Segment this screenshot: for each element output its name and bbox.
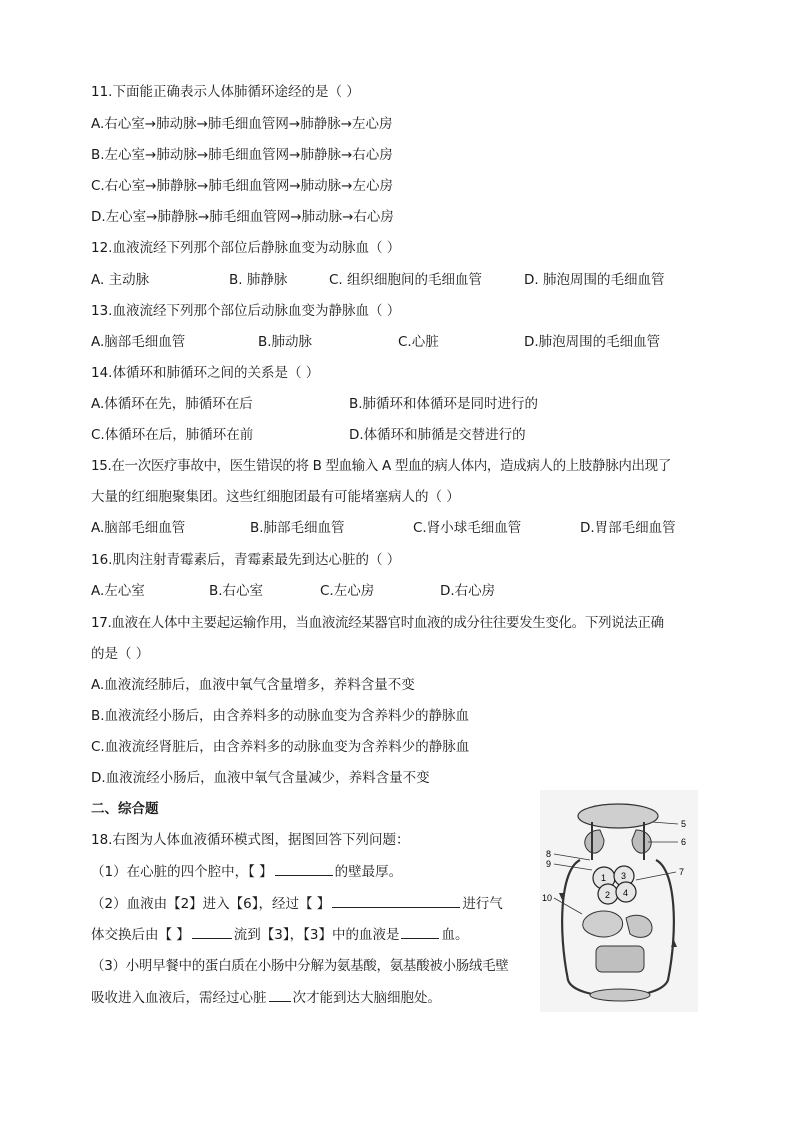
- q18-part3-prefix: 吸收进入血液后，需经过心脏: [91, 990, 267, 1006]
- q12-option-a: A. 主动脉: [91, 272, 150, 288]
- q14-option-c: C.体循环在后，肺循环在前: [91, 427, 254, 443]
- q17-option-b: B.血液流经小肠后，由含养料多的动脉血变为含养料少的静脉血: [91, 708, 470, 724]
- q18-part2-mid: 进行气: [462, 896, 503, 912]
- q12-option-b: B. 肺静脉: [229, 272, 288, 288]
- q18-part1: [91, 861, 402, 882]
- q15-option-b: B.肺部毛细血管: [250, 520, 345, 536]
- q16-stem: 16.肌肉注射青霉素后，青霉素最先到达心脏的（ ）: [91, 552, 401, 568]
- q15-option-a: A.脑部毛细血管: [91, 520, 186, 536]
- q11-stem: 11.下面能正确表示人体肺循环途经的是（ ）: [91, 84, 360, 100]
- lower-body-capillaries: [590, 989, 650, 1001]
- q18-part2-line1: [91, 893, 503, 914]
- q12-option-d: D. 肺泡周围的毛细血管: [524, 272, 665, 288]
- q15-option-d: D.胃部毛细血管: [580, 520, 676, 536]
- q18-stem: 18.右图为人体血液循环模式图，据图回答下列问题：: [91, 832, 410, 848]
- stomach-region: [626, 915, 652, 937]
- q18-part2-blank-1[interactable]: [332, 893, 460, 908]
- q11-option-a: A.右心室→肺动脉→肺毛细血管网→肺静脉→左心房: [91, 116, 393, 132]
- q18-part1-suffix: 的壁最厚。: [334, 864, 403, 880]
- q16-option-d: D.右心房: [440, 583, 496, 599]
- q18-part3-suffix: 次才能到达大脑细胞处。: [292, 990, 441, 1006]
- q18-part2-line2-prefix: 体交换后由【 】: [91, 927, 190, 943]
- q13-option-c: C.心脏: [398, 334, 439, 350]
- label-2: 2: [605, 890, 611, 900]
- q14-option-a: A.体循环在先，肺循环在后: [91, 396, 253, 412]
- q14-stem: 14.体循环和肺循环之间的关系是（ ）: [91, 365, 320, 381]
- label-9: 9: [546, 859, 552, 869]
- label-6: 6: [681, 837, 687, 847]
- q17-option-d: D.血液流经小肠后，血液中氧气含量减少，养料含量不变: [91, 770, 430, 786]
- blood-circulation-diagram: [540, 790, 698, 1012]
- label-10: 10: [542, 893, 553, 903]
- q13-option-b: B.肺动脉: [258, 334, 313, 350]
- q11-option-d: D.左心室→肺静脉→肺毛细血管网→肺动脉→右心房: [91, 209, 394, 225]
- q18-part2-prefix: （2）血液由【2】进入【6】，经过【 】: [91, 896, 331, 912]
- q16-option-a: A.左心室: [91, 583, 145, 599]
- q16-option-c: C.左心房: [320, 583, 375, 599]
- q14-option-b: B.肺循环和体循环是同时进行的: [349, 396, 539, 412]
- label-5: 5: [681, 819, 687, 829]
- q18-part2-blank-2[interactable]: [192, 924, 232, 939]
- lung-capillary-network: [578, 804, 658, 828]
- q14-option-d: D.体循环和肺循是交替进行的: [349, 427, 526, 443]
- q15-stem-line2: 大量的红细胞聚集团。这些红细胞团最有可能堵塞病人的（ ）: [91, 489, 460, 505]
- q12-option-c: C. 组织细胞间的毛细血管: [329, 272, 483, 288]
- intestine-region: [596, 946, 644, 972]
- label-3: 3: [621, 871, 627, 881]
- q18-part3-line2: [91, 987, 441, 1008]
- q15-stem-line1: 15.在一次医疗事故中，医生错误的将 B 型血输入 A 型血的病人体内，造成病人的上肢静脉内出现了: [91, 458, 671, 474]
- q16-option-b: B.右心室: [209, 583, 264, 599]
- q18-part2-line2-mid: 流到【3】，【3】中的血液是: [233, 927, 400, 943]
- liver-region: [583, 911, 623, 937]
- q13-option-d: D.肺泡周围的毛细血管: [524, 334, 661, 350]
- label-4: 4: [623, 888, 629, 898]
- q11-option-b: B.左心室→肺动脉→肺毛细血管网→肺静脉→右心房: [91, 147, 393, 163]
- label-1: 1: [601, 873, 607, 883]
- q17-stem-line2: 的是（ ）: [91, 646, 150, 662]
- label-8: 8: [546, 849, 552, 859]
- q17-option-a: A.血液流经肺后，血液中氧气含量增多，养料含量不变: [91, 677, 415, 693]
- q18-part2-blank-3[interactable]: [401, 924, 439, 939]
- q12-stem: 12.血液流经下列那个部位后静脉血变为动脉血（ ）: [91, 240, 401, 256]
- q17-option-c: C.血液流经肾脏后，由含养料多的动脉血变为含养料少的静脉血: [91, 739, 470, 755]
- q13-option-a: A.脑部毛细血管: [91, 334, 186, 350]
- q11-option-c: C.右心室→肺静脉→肺毛细血管网→肺动脉→左心房: [91, 178, 393, 194]
- label-7: 7: [679, 867, 685, 877]
- section-title: 二、综合题: [91, 801, 159, 817]
- q18-part2-line2-suffix: 血。: [441, 927, 469, 943]
- q18-part2-line2: [91, 924, 468, 945]
- q13-stem: 13.血液流经下列那个部位后动脉血变为静脉血（ ）: [91, 303, 401, 319]
- q18-part3-blank[interactable]: [269, 987, 291, 1002]
- q18-part3-line1: （3）小明早餐中的蛋白质在小肠中分解为氨基酸，氨基酸被小肠绒毛壁: [91, 958, 509, 974]
- q17-stem-line1: 17.血液在人体中主要起运输作用，当血液流经某器官时血液的成分往往要发生变化。下列说法正确: [91, 615, 664, 631]
- q15-option-c: C.肾小球毛细血管: [413, 520, 522, 536]
- q18-part1-blank[interactable]: [275, 861, 333, 876]
- q18-part1-prefix: （1）在心脏的四个腔中，【 】: [91, 864, 273, 880]
